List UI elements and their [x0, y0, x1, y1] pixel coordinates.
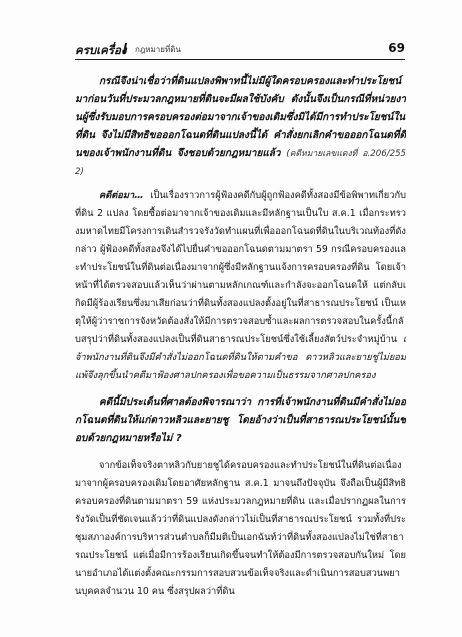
paragraph-next-case — [75, 187, 406, 385]
paragraph-issue-question — [75, 394, 406, 448]
issue-question-text: คดีนี้มีประเด็นที่ศาลต้องพิจารณาว่า การที่เจ้าพนักงานที่ดินมีคำสั่งไม่ออกโฉนดที่ดินให้แก่ดาวหลิวและยายชู โดยอ้างว่าเป็นที่สาธารณประโยชน์นั้นชอบด้วยกฎหมายหรือไม่ ? — [75, 397, 406, 444]
next-case-text: เป็นเรื่องราวการผู้ฟ้องคดีกับผู้ถูกฟ้องคดีทั้งสองมีข้อพิพาทเกี่ยวกับที่ดิน 2 แปลง โดยซื้อต่อมาจากเจ้าของเดิมและมีหลักฐานเป็นใบ ส.ค.1 เมื่อกระทรวงมหาดไทยมีโครงการเดินสำรวจรังวัดทำแผนที่เพื่อออกโฉนดที่ดินในบริเวณท้องที่ดังกล่าว ผู้ฟ้องคดีทั้งสองจึงได้ไปยื่นคำขอออกโฉนดตามมาตรา 59 กรณีครอบครองและทำประโยชน์ในที่ดินต่อเนื่องมาจากผู้ซึ่งมีหลักฐานแจ้งการครอบครองที่ดิน โดยเจ้าหน้าที่ได้ตรวจสอบแล้วเห็นว่าผ่านตามหลักเกณฑ์และกำลังจะออกโฉนดให้ แต่กลับเกิดมีผู้ร้องเรียนซึ่งมาเสียก่อนว่าที่ดินทั้งสองแปลงตั้งอยู่ในที่สาธารณประโยชน์ เป็นเหตุให้ผู้ว่าราชการจังหวัดต้องสั่งให้มีการตรวจสอบซ้ำและผลการตรวจสอบในครั้งนี้กลับสรุปว่าที่ดินทั้งสองแปลงเป็นที่ดินสาธารณประโยชน์ซึ่งใช้เลี้ยงสัตว์ประจำหมู่บ้าน — [75, 190, 406, 345]
next-case-italic: เจ้าพนักงานที่ดินจึงมีคำสั่งไม่ออกโฉนดที่ดินให้ตามคำขอ ดาวหลิวและยายชู่ไม่ยอมแพ้จึงลุกขึ้นนำคดีมาฟ้องศาลปกครองเพื่อขอความเป็นธรรมจากศาลปกครอง — [75, 334, 406, 381]
page-body — [75, 73, 406, 613]
paragraph-facts — [75, 457, 406, 601]
header-separator — [123, 43, 134, 53]
header-book-title: กฎหมายที่ดิน — [135, 45, 181, 54]
header-divider — [75, 59, 405, 60]
page-number: 69 — [388, 41, 405, 55]
summary-text: กรณีจึงน่าเชื่อว่าที่ดินแปลงพิพาทนี้ไม่มีผู้ใดครอบครองและทำประโยชน์มาก่อนวันที่ประมวลกฎหมายที่ดินจะมีผลใช้บังคับ ดังนั้นจึงเป็นกรณีที่หน่วยงานผู้ซึ่งรับมอบการครอบครองต่อมาจากเจ้าของเดิมซึ่งมิได้มีการทำประโยชน์ในที่ดิน จึงไม่มีสิทธิขอออกโฉนดที่ดินแปลงนี้ได้ คำสั่งยกเลิกคำขอออกโฉนดที่ดินของเจ้าพนักงานที่ดิน จึงชอบด้วยกฎหมายแล้ว — [75, 76, 406, 159]
paragraph-summary — [75, 73, 406, 181]
facts-text: จากข้อเท็จจริงตาหลิวกับยายชูได้ครอบครองและทำประโยชน์ในที่ดินต่อเนื่องมาจากผู้ครอบครองเดิมโดยอาศัยหลักฐาน ส.ค.1 มาจนถึงปัจจุบัน จึงถือเป็นผู้มีสิทธิครอบครองที่ดินตามมาตรา 59 แห่งประมวลกฎหมายที่ดิน และเมื่อปรากฏผลในการรังวัดเป็นที่ชัดเจนแล้วว่าที่ดินแปลงดังกล่าวไม่เป็นที่สาธารณประโยชน์ รวมทั้งที่ประชุมสภาองค์การบริหารส่วนตำบลก็มีมติเป็นเอกฉันท์ว่าที่ดินทั้งสองแปลงไม่ใช่ที่สาธารณประโยชน์ แต่เมื่อมีการร้องเรียนเกิดขึ้นจนทำให้ต้องมีการตรวจสอบกันใหม่ โดยนายอำเภอได้แต่งตั้งคณะกรรมการสอบสวนข้อเท็จจริงและดำเนินการสอบสวนพยานบุคคลจำนวน 10 คน ซึ่งสรุปผลว่าที่ดิน — [75, 460, 406, 597]
header-brand-title: ครบเครื่อง — [75, 43, 127, 57]
next-case-lead: คดีต่อมา… — [99, 190, 144, 201]
page-header — [75, 42, 405, 62]
case-reference: (คดีหมายเลขแดงที่ อ.206/2552) — [75, 149, 406, 177]
